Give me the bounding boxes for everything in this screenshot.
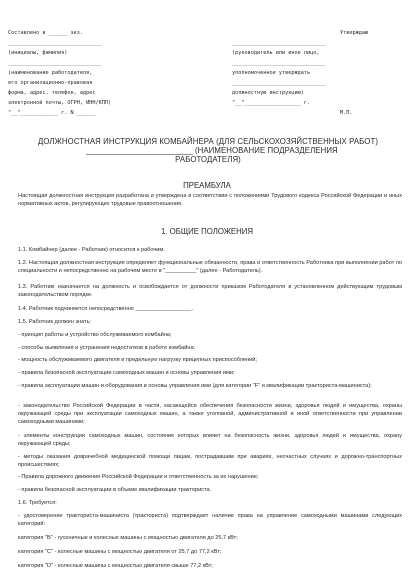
knowledge-item: - правила эксплуатации машин и оборудования и основы управления ими (для категории "F" и квалификации тракториста-машиниста); [18, 383, 372, 389]
header-left-line: (инициалы, фамилия) [8, 50, 68, 56]
knowledge-item: - законодательство Российской Федерации в части, касающейся обеспечения безопасности жизни, здоровья людей и имущества, охраны окружающей среды при эксплуатации самоходных машин, а также уголовной, административной и иной ответственности при управлении самоходными машинами; [18, 403, 402, 425]
category-item: категория "B" - гусеничные и колесные машины с мощностью двигателя до 25,7 кВт; [18, 535, 238, 541]
knowledge-item: - правила безопасной эксплуатации самоходных машин и основы управления ими; [18, 370, 235, 376]
title-line-2: ________________________ (НАИМЕНОВАНИЕ ПОДРАЗДЕЛЕНИЯ [86, 146, 338, 155]
knowledge-item: - элементы конструкции самоходных машин, состояние которых влияет на безопасность жизни, здоровья людей и имущества, охрану окружающей среды; [18, 433, 402, 447]
document-title [28, 137, 388, 164]
section-1-heading: 1. ОБЩИЕ ПОЛОЖЕНИЯ [161, 227, 253, 236]
paragraph-1-4: 1.4. Работник подчиняется непосредственно __________________. [18, 306, 194, 312]
paragraph-1-2: 1.2. Настоящая должностная инструкция определяет функциональные обязанности, права и ответственность Работника при выполнении работ по специальности и непосредственно на рабочем месте в "__________" (далее - Работодатель). [18, 260, 402, 274]
knowledge-item: - мощность обслуживаемого двигателя и предельную нагрузку прицепных приспособлений; [18, 357, 257, 363]
header-left-line: электронной почты, ОГРН, ИНН/КПП) [8, 100, 112, 106]
header-right-line: ______________________________ [232, 60, 326, 66]
header-left-line: ______________________________ [8, 40, 102, 46]
header-left-block [8, 28, 178, 118]
paragraph-1-1: 1.1. Комбайнер (далее - Работник) относится к рабочим. [18, 247, 165, 253]
header-right-line: уполномоченное утверждать [232, 70, 311, 76]
knowledge-item: - методы оказания доврачебной медицинской помощи лицам, пострадавшим при авариях, несчастных случаях и дорожно-транспортных происшествиях; [18, 454, 402, 468]
header-left-line: "__"____________ г. N ______ [8, 110, 96, 116]
title-line-3: РАБОТОДАТЕЛЯ) [175, 155, 241, 164]
stamp-label: М.П. [340, 110, 353, 116]
paragraph-1-6: 1.6. Требуется: [18, 500, 57, 506]
header-left-line: Составлено в ______ экз. [8, 30, 83, 36]
knowledge-item: - принцип работы и устройство обслуживаемого комбайна; [18, 332, 172, 338]
header-right-line: "__"__________________ г. [232, 100, 311, 106]
header-right-block [232, 28, 408, 118]
header-left-line: (наименование работодателя, [8, 70, 93, 76]
knowledge-item: - правила безопасной эксплуатации в объеме квалификации тракториста. [18, 487, 212, 493]
approval-label: Утверждаю [340, 30, 369, 36]
title-line-1: ДОЛЖНОСТНАЯ ИНСТРУКЦИЯ КОМБАЙНЕРА (ДЛЯ СЕЛЬСКОХОЗЯЙСТВЕННЫХ РАБОТ) [37, 137, 379, 146]
paragraph-1-5: 1.5. Работник должен знать: [18, 319, 92, 325]
header-right-line: ______________________________ [232, 40, 326, 46]
license-requirement: - удостоверение тракториста-машиниста (тракториста) подтверждает наличие права на управление самоходными машинами следующих категорий: [18, 513, 402, 527]
preamble-text: Настоящая должностная инструкция разработана и утверждена в соответствии с положениями Трудового кодекса Российской Федерации и иных нормативных актов, регулирующих трудовые правоотношения. [18, 193, 402, 207]
header-left-line: его организационно-правовая [8, 80, 93, 86]
header-right-line: ______________________________ [232, 80, 326, 86]
category-item: категория "D" - колесные машины с мощностью двигателя свыше 77,2 кВт; [18, 563, 213, 569]
preamble-heading: ПРЕАМБУЛА [183, 181, 231, 190]
header-left-line: ______________________________ [8, 60, 102, 66]
knowledge-item: - Правила дорожного движения Российской Федерации и ответственность за их нарушение; [18, 474, 259, 480]
header-left-line: форма, адрес, телефон, адрес [8, 90, 96, 96]
category-item: категория "C" - колесные машины с мощностью двигателя от 25,7 до 77,2 кВт; [18, 549, 222, 555]
header-right-line: должностную инструкцию) [232, 90, 304, 96]
header-right-line: (руководитель или иное лицо, [232, 50, 320, 56]
knowledge-item: - способы выявления и устранения недостатков в работе комбайна; [18, 345, 196, 351]
paragraph-1-3: 1.3. Работник назначается на должность и освобождается от должности приказом Работодателя в установленном действующим трудовым законодательством порядке. [18, 284, 402, 298]
